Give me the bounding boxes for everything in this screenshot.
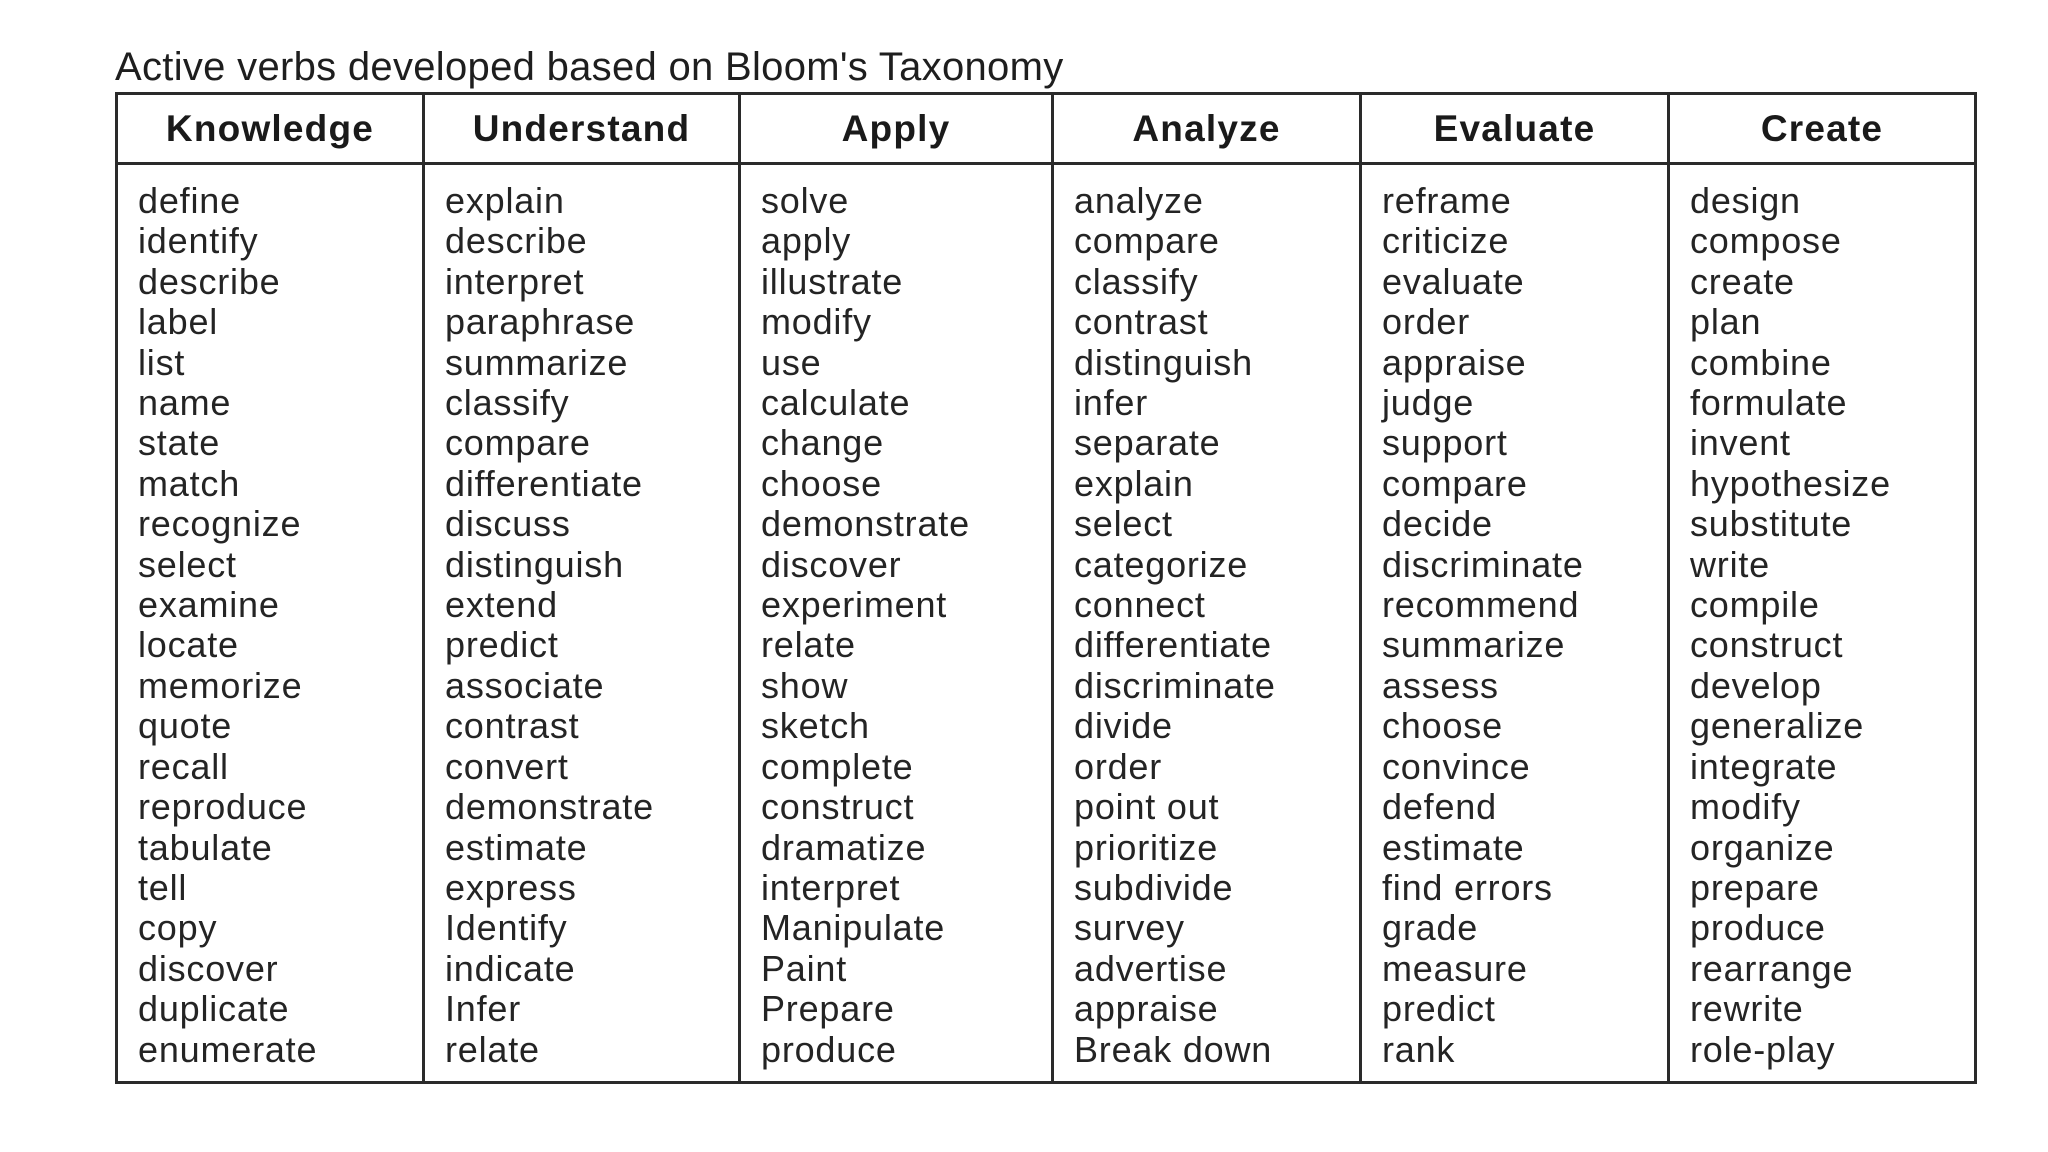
- verb-item: recommend: [1382, 584, 1580, 626]
- verb-item: contrast: [445, 705, 580, 747]
- verb-item: measure: [1382, 947, 1528, 989]
- verb-item: classify: [445, 382, 570, 424]
- page-title: Active verbs developed based on Bloom's Taxonomy: [115, 45, 1064, 89]
- verb-item: associate: [445, 664, 605, 706]
- verb-item: paraphrase: [445, 301, 636, 343]
- verb-item: predict: [1382, 988, 1496, 1030]
- verb-item: select: [138, 543, 237, 585]
- verb-item: integrate: [1690, 745, 1838, 787]
- verb-item: hypothesize: [1690, 462, 1891, 504]
- verb-list: [425, 165, 738, 1070]
- verb-item: divide: [1074, 705, 1173, 747]
- verb-item: discriminate: [1074, 664, 1276, 706]
- verb-item: defend: [1382, 786, 1497, 828]
- column-header: Create: [1670, 95, 1974, 165]
- verb-item: rewrite: [1690, 988, 1804, 1030]
- column-header: Evaluate: [1362, 95, 1667, 165]
- verb-item: memorize: [138, 664, 303, 706]
- verb-item: match: [138, 462, 241, 504]
- verb-item: support: [1382, 422, 1508, 464]
- verb-item: appraise: [1382, 341, 1527, 383]
- verb-item: write: [1690, 543, 1771, 585]
- verb-item: label: [138, 301, 219, 343]
- verb-item: relate: [761, 624, 856, 666]
- column-knowledge: [118, 95, 425, 1081]
- verb-item: sketch: [761, 705, 870, 747]
- verb-item: classify: [1074, 260, 1199, 302]
- column-understand: [425, 95, 741, 1081]
- verb-item: copy: [138, 907, 218, 949]
- verb-item: plan: [1690, 301, 1762, 343]
- verb-item: produce: [761, 1028, 897, 1070]
- verb-item: discriminate: [1382, 543, 1584, 585]
- verb-item: convert: [445, 745, 569, 787]
- verb-item: relate: [445, 1028, 540, 1070]
- verb-item: prepare: [1690, 866, 1820, 908]
- verb-item: Break down: [1074, 1028, 1273, 1070]
- verb-item: design: [1690, 180, 1801, 221]
- verb-item: state: [138, 422, 221, 464]
- verb-item: examine: [138, 584, 280, 626]
- verb-item: summarize: [445, 341, 629, 383]
- verb-item: evaluate: [1382, 260, 1525, 302]
- verb-item: define: [138, 180, 241, 221]
- verb-item: compile: [1690, 584, 1820, 626]
- verb-item: convince: [1382, 745, 1531, 787]
- column-header: Apply: [741, 95, 1051, 165]
- verb-item: interpret: [445, 260, 585, 302]
- bloom-verb-table: [115, 92, 1977, 1084]
- verb-item: recall: [138, 745, 229, 787]
- verb-item: show: [761, 664, 849, 706]
- verb-item: enumerate: [138, 1028, 318, 1070]
- verb-item: distinguish: [1074, 341, 1253, 383]
- verb-item: subdivide: [1074, 866, 1234, 908]
- column-header: Understand: [425, 95, 738, 165]
- verb-item: recognize: [138, 503, 302, 545]
- verb-item: describe: [445, 220, 588, 262]
- verb-item: criticize: [1382, 220, 1510, 262]
- verb-item: appraise: [1074, 988, 1219, 1030]
- verb-list: [1362, 165, 1667, 1070]
- column-create: [1670, 95, 1974, 1081]
- verb-item: point out: [1074, 786, 1220, 828]
- verb-item: develop: [1690, 664, 1822, 706]
- verb-item: choose: [761, 462, 882, 504]
- verb-item: produce: [1690, 907, 1826, 949]
- verb-item: discuss: [445, 503, 571, 545]
- column-header: Analyze: [1054, 95, 1359, 165]
- verb-item: describe: [138, 260, 281, 302]
- verb-item: estimate: [445, 826, 588, 868]
- verb-item: discover: [138, 947, 279, 989]
- verb-item: solve: [761, 180, 850, 221]
- verb-item: demonstrate: [761, 503, 970, 545]
- verb-item: rank: [1382, 1028, 1456, 1070]
- verb-item: differentiate: [445, 462, 643, 504]
- verb-item: Infer: [445, 988, 522, 1030]
- verb-item: grade: [1382, 907, 1479, 949]
- verb-item: complete: [761, 745, 914, 787]
- verb-item: substitute: [1690, 503, 1853, 545]
- verb-item: tabulate: [138, 826, 273, 868]
- verb-list: [1670, 165, 1974, 1070]
- verb-item: select: [1074, 503, 1173, 545]
- verb-item: explain: [1074, 462, 1194, 504]
- verb-item: Manipulate: [761, 907, 946, 949]
- verb-item: quote: [138, 705, 233, 747]
- column-analyze: [1054, 95, 1362, 1081]
- verb-item: Prepare: [761, 988, 895, 1030]
- verb-item: find errors: [1382, 866, 1553, 908]
- verb-item: dramatize: [761, 826, 927, 868]
- verb-item: explain: [445, 180, 565, 221]
- verb-item: identify: [138, 220, 259, 262]
- verb-item: judge: [1382, 382, 1475, 424]
- verb-list: [741, 165, 1051, 1070]
- verb-item: Paint: [761, 947, 848, 989]
- verb-item: change: [761, 422, 884, 464]
- verb-item: extend: [445, 584, 558, 626]
- verb-item: use: [761, 341, 822, 383]
- verb-item: separate: [1074, 422, 1221, 464]
- verb-item: differentiate: [1074, 624, 1272, 666]
- verb-item: organize: [1690, 826, 1835, 868]
- verb-item: order: [1074, 745, 1163, 787]
- verb-item: duplicate: [138, 988, 290, 1030]
- column-evaluate: [1362, 95, 1670, 1081]
- verb-item: compare: [1074, 220, 1220, 262]
- verb-item: illustrate: [761, 260, 904, 302]
- verb-item: construct: [761, 786, 915, 828]
- verb-item: choose: [1382, 705, 1503, 747]
- verb-item: create: [1690, 260, 1795, 302]
- verb-item: categorize: [1074, 543, 1249, 585]
- verb-item: estimate: [1382, 826, 1525, 868]
- verb-item: reframe: [1382, 180, 1512, 221]
- verb-list: [118, 165, 422, 1070]
- verb-item: prioritize: [1074, 826, 1219, 868]
- verb-item: survey: [1074, 907, 1185, 949]
- column-apply: [741, 95, 1054, 1081]
- verb-item: apply: [761, 220, 852, 262]
- verb-item: summarize: [1382, 624, 1566, 666]
- verb-item: construct: [1690, 624, 1844, 666]
- verb-item: connect: [1074, 584, 1206, 626]
- verb-item: compare: [1382, 462, 1528, 504]
- verb-item: list: [138, 341, 186, 383]
- verb-item: modify: [1690, 786, 1801, 828]
- verb-item: role-play: [1690, 1028, 1836, 1070]
- verb-item: calculate: [761, 382, 911, 424]
- verb-item: analyze: [1074, 180, 1204, 221]
- verb-item: compose: [1690, 220, 1842, 262]
- verb-item: compare: [445, 422, 591, 464]
- verb-item: Identify: [445, 907, 568, 949]
- verb-item: tell: [138, 866, 188, 908]
- verb-item: invent: [1690, 422, 1791, 464]
- verb-item: contrast: [1074, 301, 1209, 343]
- verb-item: infer: [1074, 382, 1149, 424]
- verb-list: [1054, 165, 1359, 1070]
- verb-item: generalize: [1690, 705, 1865, 747]
- verb-item: experiment: [761, 584, 948, 626]
- verb-item: indicate: [445, 947, 576, 989]
- verb-item: assess: [1382, 664, 1499, 706]
- verb-item: advertise: [1074, 947, 1228, 989]
- verb-item: order: [1382, 301, 1471, 343]
- verb-item: discover: [761, 543, 902, 585]
- verb-item: combine: [1690, 341, 1832, 383]
- verb-item: distinguish: [445, 543, 624, 585]
- verb-item: formulate: [1690, 382, 1848, 424]
- verb-item: name: [138, 382, 232, 424]
- verb-item: rearrange: [1690, 947, 1854, 989]
- verb-item: predict: [445, 624, 559, 666]
- verb-item: interpret: [761, 866, 901, 908]
- verb-item: modify: [761, 301, 872, 343]
- verb-item: decide: [1382, 503, 1493, 545]
- verb-item: demonstrate: [445, 786, 654, 828]
- verb-item: reproduce: [138, 786, 308, 828]
- column-header: Knowledge: [118, 95, 422, 165]
- verb-item: express: [445, 866, 577, 908]
- verb-item: locate: [138, 624, 239, 666]
